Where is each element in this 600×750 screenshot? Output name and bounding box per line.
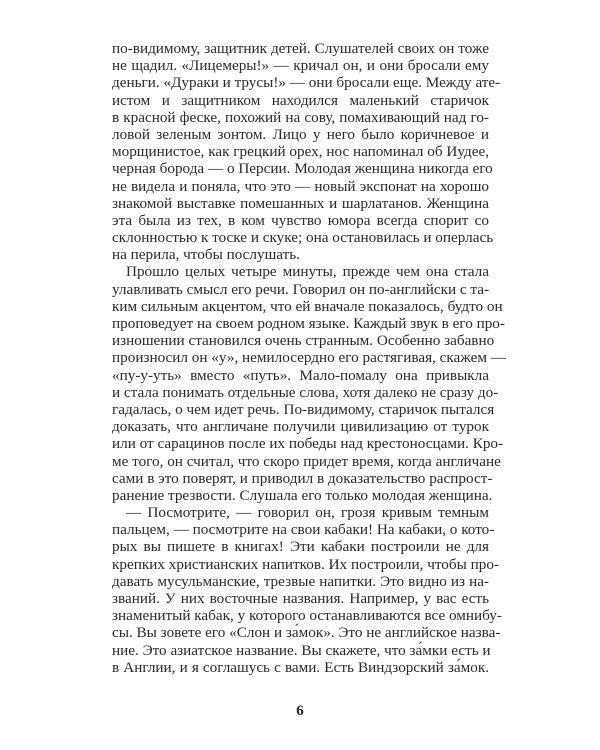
text-line: эта была из тех, в ком чувство юмора всегда спорит со [112,211,489,229]
body-text [112,40,506,676]
text-line: давать мусульманские, трезвые напитки. Это видно из на- [112,572,489,590]
text-line: истом и защитником находился маленький старичок [112,91,489,109]
text-line: деньги. «Дураки и трусы!» — они бросали еще. Между ате- [112,74,501,92]
text-line: не щадил. «Лицемеры!» — кричал он, и они бросали ему [112,57,489,75]
text-line: черная борода — о Персии. Молодая женщина никогда его [112,160,493,178]
text-line: званий. У них восточные названия. Например, у вас есть [112,590,489,607]
text-line: «пу-у-уть» вместо «путь». Мало-помалу она привыкла [112,366,489,384]
text-line: произносил он «у», немилосердно его растягивая, скажем — [112,349,506,367]
text-line: ким сильным акцентом, что ей вначале показалось, будто он [112,297,503,315]
text-line: ние. Это азиатское название. Вы скажете, что за́мки есть и [112,641,491,659]
text-line: Прошло целых четыре минуты, прежде чем она стала [126,263,489,281]
text-line: сы. Вы зовете его «Слон и за́мок». Это не английское назва- [112,624,501,642]
text-line: знаменитый кабак, у которого останавливаются все омнибу- [112,607,502,625]
text-line: морщинистое, как грецкий орех, нос напоминал об Иудее, [112,143,489,161]
text-line: — Посмотрите, — говорил он, грозя кривым темным [126,504,489,522]
text-line: знакомой выставке помешанных и шарлатанов. Женщина [112,194,489,212]
text-line: на перила, чтобы послушать. [112,246,300,264]
text-line: рых вы пишете в книгах! Эти кабаки построили не для [112,538,489,556]
text-line: ме того, он считал, что скоро придет время, когда англичане [112,452,501,470]
text-line: в красной феске, похожий на сову, помахивающий над го- [112,108,489,126]
text-line: доказать, что англичане получили цивилизацию от турок [112,418,489,436]
text-line: сами в это поверят, и приводил в доказательство распрост- [112,469,493,487]
text-line: гадалась, о чем идет речь. По-видимому, старичок пытался [112,400,495,418]
text-line: склонностью к тоске и скуке; она остановилась и оперлась [112,229,494,247]
text-line: в Англии, и я соглашусь с вами. Есть Виндзорский за́мок. [112,658,489,676]
text-line: ранение трезвости. Слушала его только молодая женщина. [112,486,493,504]
text-line: ловой зеленым зонтом. Лицо у него было коричневое и [112,125,489,143]
text-line: крепких христианских напитков. Их построили, чтобы про- [112,555,499,573]
page-number: 6 [296,703,304,719]
text-line: или от сарацинов после их победы над крестоносцами. Кро- [112,435,504,453]
text-line: улавливать смысл его речи. Говорил он по-английски с та- [112,280,490,298]
text-line: по-видимому, защитник детей. Слушателей своих он тоже [112,40,489,57]
text-line: пальцем, — посмотрите на свои кабаки! На кабаки, о кото- [112,521,495,539]
text-line: проповедует на своем родном языке. Каждый звук в его про- [112,315,505,332]
text-line: не видела и поняла, что это — новый экспонат на хорошо [112,177,489,195]
text-line: изношении становился очень странным. Особенно забавно [112,332,495,350]
text-line: и стала понимать отдельные слова, хотя далеко не сразу до- [112,383,499,401]
